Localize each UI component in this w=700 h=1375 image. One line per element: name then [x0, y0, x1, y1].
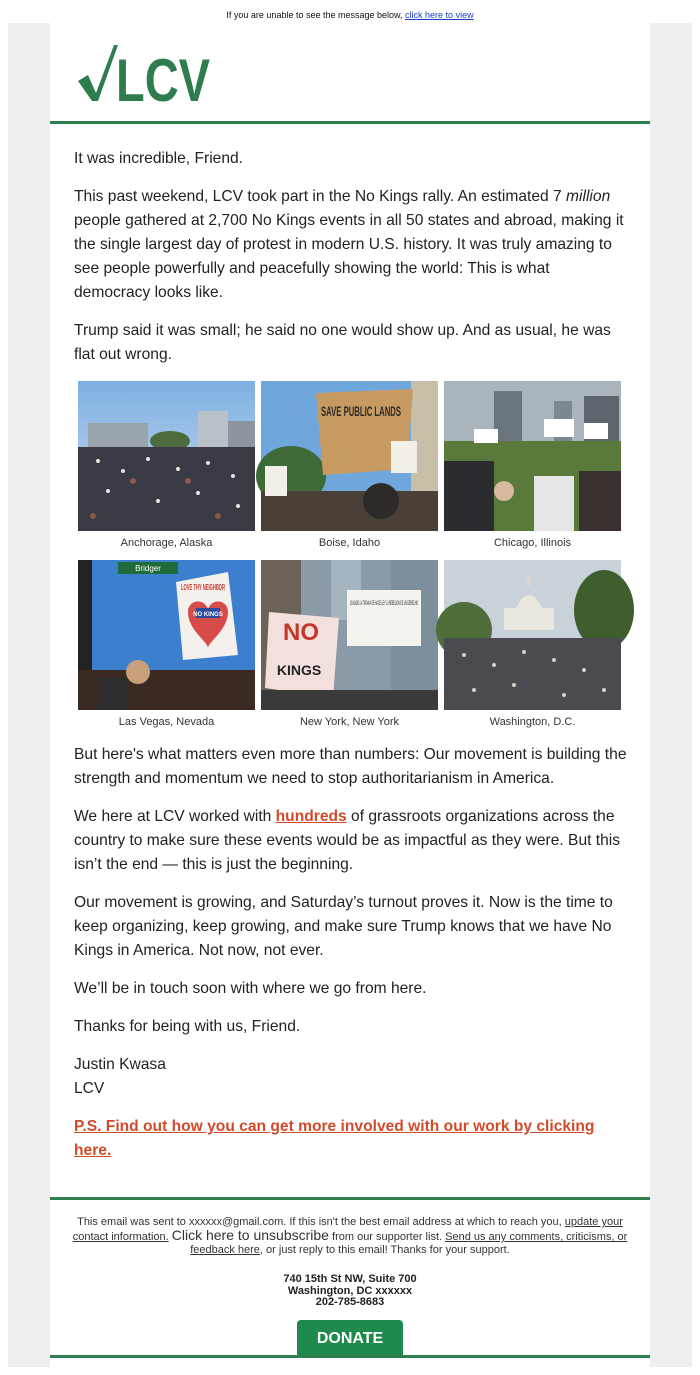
sign-text: LOVE THY NEIGHBOR: [181, 583, 226, 592]
email-card: [50, 23, 650, 1367]
sign-text: KINGS: [276, 662, 322, 678]
email-background: [8, 23, 692, 1367]
photo-anchorage-image: [78, 381, 255, 531]
paragraph-3: But here's what matters even more than numbers: Our movement is building the strength and momentum we need to stop authoritarianism in America.: [74, 746, 627, 787]
photo-caption: Boise, Idaho: [318, 537, 381, 549]
photo-chicago: [444, 381, 621, 550]
unsubscribe-link[interactable]: Click here to unsubscribe: [171, 1227, 329, 1243]
donate-button[interactable]: DONATE: [297, 1320, 403, 1358]
sign-text: NO KINGS: [193, 612, 223, 618]
photo-las-vegas: [78, 560, 255, 729]
photo-las-vegas-image: [78, 560, 255, 710]
bottom-divider: [50, 1355, 650, 1358]
photo-anchorage: [78, 381, 255, 550]
sign-text: SAVE PUBLIC LANDS: [321, 403, 401, 419]
update-contact-link[interactable]: update your contact information.: [72, 1216, 623, 1243]
mailing-address: 740 15th St NW, Suite 700 Washington, DC xxxxxx 202-785-8683: [283, 1273, 417, 1308]
paragraph-2: Trump said it was small; he said no one would show up. And as usual, he was flat out wrong.: [74, 322, 611, 363]
paragraph-1: This past weekend, LCV took part in the No Kings rally. An estimated 7 million people gathered at 2,700 No Kings events in all 50 states and abroad, making it the single largest day of protest in modern U.S. history. It was truly amazing to see people powerfully and peacefully showing the world: This is what democracy looks like.: [74, 188, 624, 301]
photo-caption: Anchorage, Alaska: [120, 537, 213, 549]
photo-boise-image: [261, 381, 438, 531]
logo-text: LCV: [116, 47, 210, 114]
view-in-browser-link[interactable]: click here to view: [405, 10, 474, 20]
signature-name: Justin Kwasa: [74, 1056, 166, 1073]
photo-washington: [444, 560, 621, 729]
greeting: It was incredible, Friend.: [74, 150, 244, 167]
photo-new-york: [261, 560, 438, 729]
paragraph-5: Our movement is growing, and Saturday’s turnout proves it. Now is the time to keep organizing, keep growing, and make sure Trump knows that we have No Kings in America. Not now, not ever.: [74, 894, 613, 959]
preheader: [0, 10, 700, 20]
lcv-logo[interactable]: [76, 43, 216, 114]
photo-chicago-image: [444, 381, 621, 531]
photo-caption: Chicago, Illinois: [493, 537, 572, 549]
photo-boise: [261, 381, 438, 550]
photo-washington-image: [444, 560, 621, 710]
feedback-link[interactable]: Send us any comments, criticisms, or feedback here: [190, 1231, 628, 1256]
footer-divider: [50, 1197, 650, 1200]
paragraph-6: We’ll be in touch soon with where we go from here.: [74, 980, 427, 997]
sign-text: NO: [283, 619, 319, 646]
street-sign-text: Bridger: [135, 564, 161, 573]
photo-caption: Washington, D.C.: [489, 716, 576, 728]
email-body: [74, 147, 628, 1163]
paragraph-7: Thanks for being with us, Friend.: [74, 1018, 301, 1035]
photo-caption: New York, New York: [299, 716, 400, 728]
ps-get-involved-link[interactable]: P.S. Find out how you can get more involved with our work by clicking here.: [74, 1118, 595, 1159]
photo-grid: [78, 381, 628, 729]
footer-text: This email was sent to xxxxxx@gmail.com. If this isn't the best email address at which to reach you, update your contact information. Click here to unsubscribe from our supporter list. Send us any comments, criticisms, or feedback here, or just reply to this email! Thanks for your support.: [72, 1216, 628, 1256]
checkmark-icon: [78, 45, 118, 101]
signature-org: LCV: [74, 1080, 105, 1097]
header-divider: [50, 121, 650, 124]
preheader-text: If you are unable to see the message below,: [226, 10, 403, 20]
footer: [50, 1207, 650, 1358]
photo-caption: Las Vegas, Nevada: [118, 716, 215, 728]
paragraph-4: We here at LCV worked with hundreds of grassroots organizations across the country to make sure these events would be as impactful as they were. But this isn’t the end — this is just the beginning.: [74, 808, 621, 873]
hundreds-link[interactable]: hundreds: [275, 808, 347, 825]
signature: [74, 1053, 628, 1101]
sign-text: CUANDO LA TIRANIA SE HACE LEY LA REBELION ES UN DERECHO: [350, 601, 419, 607]
photo-new-york-image: [261, 560, 438, 710]
lcv-logo-graphic: [76, 43, 216, 114]
